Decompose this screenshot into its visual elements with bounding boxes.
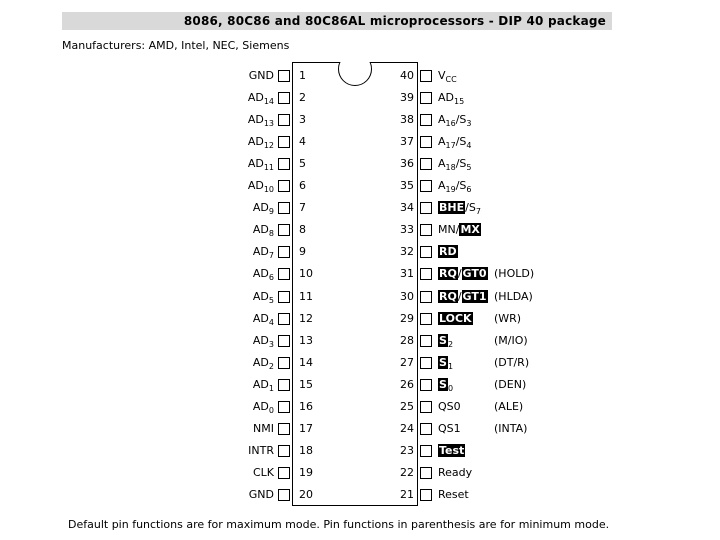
pin-36-box <box>420 158 432 170</box>
pin-38-part: 3 <box>466 119 472 129</box>
pin-1-part: GND <box>248 69 274 82</box>
pin-10-part: AD <box>252 267 269 281</box>
pin-number: 26 <box>400 377 414 391</box>
pin-number: 21 <box>400 487 414 501</box>
pin-number: 4 <box>299 135 306 149</box>
pin-9-part: AD <box>252 245 269 259</box>
pin-38-part: 16 <box>445 119 456 129</box>
pin-22-label <box>438 467 472 479</box>
pin-19-part: CLK <box>252 465 274 479</box>
pin-34-label <box>438 201 481 217</box>
pin-37-part: A <box>438 135 446 149</box>
pin-10-label <box>252 267 274 283</box>
pin-40-label <box>438 70 457 82</box>
pin-38-part: A <box>438 113 446 127</box>
pin-number: 27 <box>400 355 414 369</box>
pin-15-box <box>278 379 290 391</box>
pin-13-part: AD <box>252 333 269 347</box>
pin-11-part: AD <box>252 289 269 303</box>
pin-20-box <box>278 489 290 501</box>
pin-14-part: AD <box>252 355 269 369</box>
pin-11-label <box>253 291 274 303</box>
notch-cover <box>336 52 374 62</box>
pin-35-part: 6 <box>466 185 472 195</box>
pin-16-part: AD <box>252 399 269 413</box>
pin-number: 28 <box>400 333 414 347</box>
pin-21-box <box>420 489 432 501</box>
pin-11-part: 5 <box>268 295 274 305</box>
pin-36-part: 18 <box>445 163 456 173</box>
pin-13-label <box>253 335 274 347</box>
pin-number: 3 <box>299 113 306 127</box>
pin-29-part: LOCK <box>439 311 472 325</box>
pin-6-part: AD <box>247 179 264 193</box>
pin-37-label <box>438 135 472 151</box>
pin-21-label <box>438 489 469 501</box>
pin-number: 25 <box>400 399 414 413</box>
pin-30-min-mode-label: (HLDA) <box>494 289 533 303</box>
pin-24-label <box>438 423 461 435</box>
pin-5-label <box>247 157 274 173</box>
pin-38-box <box>420 114 432 126</box>
pin-14-box <box>278 357 290 369</box>
pin-number: 35 <box>400 179 414 193</box>
pin-10-box <box>278 268 290 280</box>
pin-number: 16 <box>299 399 313 413</box>
pin-31-box <box>420 268 432 280</box>
pin-5-part: AD <box>247 157 264 171</box>
pin-number: 20 <box>299 487 313 501</box>
pin-1-label <box>249 70 274 82</box>
pin-33-label <box>438 224 481 236</box>
pin-number: 15 <box>299 377 313 391</box>
pin-number: 32 <box>400 245 414 259</box>
pin-number: 34 <box>400 201 414 215</box>
pin-number: 5 <box>299 157 306 171</box>
pin-number: 22 <box>400 465 414 479</box>
pin-15-label <box>253 379 274 391</box>
pin-number: 19 <box>299 465 313 479</box>
pin-38-part: /S <box>455 113 467 127</box>
pin-11-box <box>278 291 290 303</box>
pin-number: 40 <box>400 69 414 82</box>
pin-15-part: AD <box>252 377 269 391</box>
pin-12-part: AD <box>252 311 269 325</box>
pin-2-label <box>247 91 274 107</box>
pin-35-box <box>420 180 432 192</box>
pin-24-box <box>420 423 432 435</box>
pin-35-part: A <box>438 179 446 193</box>
pin-4-part: 12 <box>263 141 274 151</box>
pin-38-label <box>438 113 472 129</box>
pin-39-box <box>420 92 432 104</box>
pin-31-part: GT0 <box>462 267 487 281</box>
pin-16-part: 0 <box>268 405 274 415</box>
pin-39-part: 15 <box>454 97 465 107</box>
pin-28-part: S <box>439 333 447 347</box>
pin-28-min-mode-label: (M/IO) <box>494 333 528 347</box>
pin-number: 33 <box>400 223 414 237</box>
pin-35-part: /S <box>455 179 467 193</box>
pin-23-box <box>420 445 432 457</box>
pin-9-box <box>278 246 290 258</box>
pin-2-part: AD <box>247 91 264 105</box>
pin-31-label <box>438 268 488 280</box>
pin-34-part: BHE <box>439 201 465 215</box>
pin-23-part: Test <box>439 443 465 457</box>
pin-33-box <box>420 224 432 236</box>
pin-number: 7 <box>299 201 306 215</box>
pin-number: 6 <box>299 179 306 193</box>
pin-35-label <box>438 179 472 195</box>
pin-13-box <box>278 335 290 347</box>
pin-29-box <box>420 313 432 325</box>
pin-number: 38 <box>400 113 414 127</box>
pin-number: 13 <box>299 333 313 347</box>
pin-12-part: 4 <box>268 317 274 327</box>
pin-3-label <box>247 113 274 129</box>
pin-number: 1 <box>299 69 306 82</box>
pin-31-part: RQ <box>439 267 457 281</box>
pin-number: 18 <box>299 443 313 457</box>
pin-number: 10 <box>299 267 313 281</box>
pin-26-part: S <box>439 377 447 391</box>
pin-8-part: AD <box>252 223 269 237</box>
pin-21-part: Reset <box>438 487 469 501</box>
pin-40-part: V <box>438 69 446 82</box>
title-bar <box>62 12 612 30</box>
pin-34-part: /S <box>465 201 476 215</box>
pin-5-part: 11 <box>263 163 274 173</box>
pin-29-label <box>438 313 473 325</box>
pin-39-label <box>438 91 465 107</box>
pin-3-part: 13 <box>263 119 274 129</box>
pin-6-box <box>278 180 290 192</box>
pin-13-part: 3 <box>268 339 274 349</box>
pin-32-part: RD <box>439 245 457 259</box>
chip-body <box>292 62 418 506</box>
pin-27-part: S <box>439 355 447 369</box>
pin-26-part: 0 <box>447 383 454 393</box>
pin-8-part: 8 <box>268 229 274 239</box>
manufacturers-text: Manufacturers: AMD, Intel, NEC, Siemens <box>62 39 290 52</box>
pin-22-box <box>420 467 432 479</box>
pin-number: 2 <box>299 91 306 105</box>
pin-28-label <box>438 335 453 347</box>
pin-19-box <box>278 467 290 479</box>
pin-27-min-mode-label: (DT/R) <box>494 355 530 369</box>
pin-number: 12 <box>299 311 313 325</box>
pin-4-part: AD <box>247 135 264 149</box>
pin-37-part: 17 <box>445 141 456 151</box>
pin-5-box <box>278 158 290 170</box>
pin-29-min-mode-label: (WR) <box>494 311 522 325</box>
pin-32-box <box>420 246 432 258</box>
pin-number: 24 <box>400 421 414 435</box>
pin-33-part: MX <box>460 223 480 237</box>
pin-37-part: /S <box>455 135 467 149</box>
pin-3-box <box>278 114 290 126</box>
pin-8-box <box>278 224 290 236</box>
footnote: Default pin functions are for maximum mode. Pin functions in parenthesis are for minimum mode. <box>68 518 610 531</box>
pin-16-box <box>278 401 290 413</box>
pin-number: 31 <box>400 267 414 281</box>
pin-33-part: MN/ <box>438 223 460 237</box>
pin-14-label <box>253 357 274 369</box>
pin-20-label <box>249 489 274 501</box>
pin-36-part: 5 <box>466 163 472 173</box>
pin-26-label <box>438 379 453 391</box>
pin-34-part: 7 <box>475 207 481 217</box>
pin-25-part: QS0 <box>438 399 461 413</box>
pin-18-box <box>278 445 290 457</box>
pin-number: 23 <box>400 443 414 457</box>
pin-15-part: 1 <box>268 383 274 393</box>
pin-28-part: 2 <box>447 339 454 349</box>
pin-26-box <box>420 379 432 391</box>
pin-35-part: 19 <box>445 185 456 195</box>
pin-4-box <box>278 136 290 148</box>
pin-number: 9 <box>299 245 306 259</box>
pin-26-min-mode-label: (DEN) <box>494 377 527 391</box>
pin-2-part: 14 <box>263 97 274 107</box>
pin-19-label <box>253 467 274 479</box>
pin-2-box <box>278 92 290 104</box>
pin-number: 37 <box>400 135 414 149</box>
pin-7-part: 9 <box>268 207 274 217</box>
pin-23-label <box>438 445 465 457</box>
pin-36-part: A <box>438 157 446 171</box>
pin-30-part: RQ <box>439 289 457 303</box>
pin-17-label <box>253 423 274 435</box>
pin-32-label <box>438 246 458 258</box>
pin-14-part: 2 <box>268 361 274 371</box>
pin-number: 17 <box>299 421 313 435</box>
pin-30-label <box>438 291 488 303</box>
pin-1-box <box>278 70 290 82</box>
pin-36-part: /S <box>455 157 467 171</box>
pin-40-part: CC <box>445 75 457 84</box>
pin-number: 29 <box>400 311 414 325</box>
pin-37-part: 4 <box>466 141 472 151</box>
pin-7-part: AD <box>252 201 269 215</box>
pin-16-label <box>253 401 274 413</box>
pin-30-part: / <box>457 289 462 303</box>
pin-37-box <box>420 136 432 148</box>
pin-number: 36 <box>400 157 414 171</box>
pin-25-min-mode-label: (ALE) <box>494 399 524 413</box>
pin-27-label <box>438 357 453 369</box>
pin-40-box <box>420 70 432 82</box>
pin-18-part: INTR <box>248 443 274 457</box>
pin-17-box <box>278 423 290 435</box>
pin-number: 14 <box>299 355 313 369</box>
pin-number: 8 <box>299 223 306 237</box>
pin-number: 39 <box>400 91 414 105</box>
pin-20-part: GND <box>248 487 274 501</box>
pin-39-part: AD <box>438 91 454 105</box>
pin-7-box <box>278 202 290 214</box>
pin-17-part: NMI <box>253 421 274 435</box>
pin-number: 11 <box>299 289 313 303</box>
pin-12-box <box>278 313 290 325</box>
pin-8-label <box>252 223 274 239</box>
pin-25-label <box>438 401 461 413</box>
pin-number: 30 <box>400 289 414 303</box>
pin-9-part: 7 <box>268 251 274 261</box>
diagram-title: 8086, 80C86 and 80C86AL microprocessors - DIP 40 package <box>183 14 606 28</box>
pin-6-part: 10 <box>263 185 274 195</box>
pin-3-part: AD <box>247 113 264 127</box>
pin-31-min-mode-label: (HOLD) <box>494 267 535 281</box>
pin-30-box <box>420 291 432 303</box>
pin-4-label <box>247 135 274 151</box>
pin-25-box <box>420 401 432 413</box>
pin-28-box <box>420 335 432 347</box>
pin-22-part: Ready <box>438 465 473 479</box>
pin-10-part: 6 <box>268 273 274 283</box>
pin-7-label <box>252 201 274 217</box>
pin-36-label <box>438 157 472 173</box>
pin-24-min-mode-label: (INTA) <box>494 421 528 435</box>
pin-12-label <box>253 313 274 325</box>
pin-18-label <box>248 445 274 457</box>
pin-27-part: 1 <box>447 361 454 371</box>
pin-27-box <box>420 357 432 369</box>
pin-6-label <box>247 179 274 195</box>
pin-24-part: QS1 <box>438 421 461 435</box>
pin-30-part: GT1 <box>462 289 487 303</box>
pin-31-part: / <box>457 267 462 281</box>
pin-34-box <box>420 202 432 214</box>
pin-9-label <box>252 245 274 261</box>
